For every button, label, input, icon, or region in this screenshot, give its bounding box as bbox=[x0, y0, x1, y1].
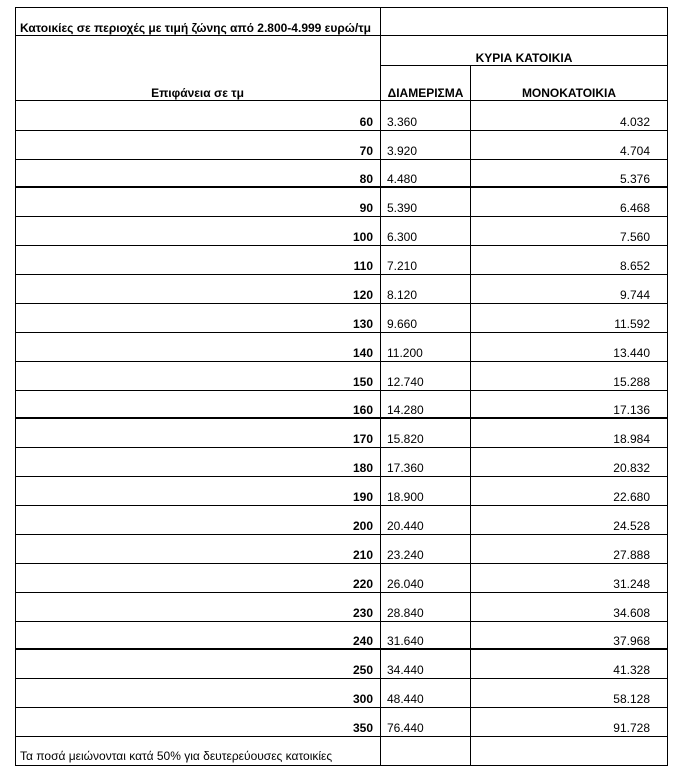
cell-apartment: 18.900 bbox=[387, 490, 424, 504]
cell-house: 8.652 bbox=[619, 259, 650, 273]
cell-house: 27.888 bbox=[613, 548, 650, 562]
cell-area: 220 bbox=[352, 577, 373, 591]
group-header: ΚΥΡΙΑ ΚΑΤΟΙΚΙΑ bbox=[475, 51, 573, 65]
cell-house: 58.128 bbox=[613, 692, 650, 706]
cell-house: 4.032 bbox=[619, 115, 650, 129]
cell-house: 11.592 bbox=[614, 317, 650, 331]
cell-area: 240 bbox=[352, 634, 373, 648]
cell-area: 90 bbox=[359, 201, 373, 215]
row-separator bbox=[15, 390, 668, 391]
table-border-bottom bbox=[15, 765, 668, 766]
cell-area: 60 bbox=[359, 115, 373, 129]
cell-area: 230 bbox=[352, 606, 373, 620]
cell-house: 91.728 bbox=[613, 721, 650, 735]
row-separator bbox=[15, 361, 668, 362]
column-divider-1 bbox=[380, 7, 381, 766]
cell-apartment: 3.920 bbox=[387, 144, 418, 158]
cell-area: 160 bbox=[352, 403, 373, 417]
row-separator bbox=[15, 216, 668, 217]
row-separator bbox=[15, 447, 668, 448]
cell-area: 210 bbox=[352, 548, 373, 562]
row-separator bbox=[15, 274, 668, 275]
cell-apartment: 12.740 bbox=[387, 375, 424, 389]
group-header-separator bbox=[380, 65, 668, 66]
cell-area: 130 bbox=[352, 317, 373, 331]
cell-apartment: 3.360 bbox=[387, 115, 418, 129]
cell-area: 190 bbox=[352, 490, 373, 504]
cell-apartment: 7.210 bbox=[387, 259, 418, 273]
cell-area: 150 bbox=[352, 375, 373, 389]
cell-apartment: 31.640 bbox=[387, 634, 424, 648]
cell-house: 9.744 bbox=[619, 288, 650, 302]
column-header-apartment: ΔΙΑΜΕΡΙΣΜΑ bbox=[387, 86, 464, 100]
footnote: Τα ποσά μειώνονται κατά 50% για δευτερεύουσες κατοικίες bbox=[20, 749, 333, 763]
cell-apartment: 11.200 bbox=[387, 346, 423, 360]
column-header-area: Επιφάνεια σε τμ bbox=[151, 86, 244, 100]
cell-area: 250 bbox=[352, 663, 373, 677]
cell-house: 6.468 bbox=[619, 201, 650, 215]
cell-area: 120 bbox=[352, 288, 373, 302]
cell-apartment: 76.440 bbox=[387, 721, 424, 735]
row-separator bbox=[15, 707, 668, 708]
cell-house: 37.968 bbox=[613, 634, 650, 648]
cell-apartment: 6.300 bbox=[387, 230, 418, 244]
row-separator bbox=[15, 505, 668, 506]
cell-area: 300 bbox=[352, 692, 373, 706]
cell-house: 18.984 bbox=[613, 432, 650, 446]
cell-house: 22.680 bbox=[613, 490, 650, 504]
cell-apartment: 28.840 bbox=[387, 606, 424, 620]
cell-house: 34.608 bbox=[613, 606, 650, 620]
row-separator bbox=[15, 245, 668, 246]
cell-area: 200 bbox=[352, 519, 373, 533]
row-separator bbox=[15, 736, 668, 737]
row-separator bbox=[15, 303, 668, 304]
cell-area: 110 bbox=[353, 259, 373, 273]
cell-area: 80 bbox=[359, 172, 373, 186]
cell-house: 31.248 bbox=[613, 577, 650, 591]
row-separator bbox=[15, 534, 668, 535]
cell-apartment: 15.820 bbox=[387, 432, 424, 446]
row-separator bbox=[15, 159, 668, 160]
cell-house: 24.528 bbox=[613, 519, 650, 533]
row-separator bbox=[15, 678, 668, 679]
row-separator bbox=[15, 563, 668, 564]
cell-area: 170 bbox=[352, 432, 373, 446]
cell-apartment: 26.040 bbox=[387, 577, 424, 591]
cell-house: 13.440 bbox=[613, 346, 650, 360]
table-title: Κατοικίες σε περιοχές με τιμή ζώνης από 2.800-4.999 ευρώ/τμ bbox=[20, 21, 371, 35]
table-border-top bbox=[15, 7, 668, 8]
cell-house: 41.328 bbox=[613, 663, 650, 677]
price-table bbox=[15, 7, 668, 766]
cell-apartment: 20.440 bbox=[387, 519, 424, 533]
cell-house: 4.704 bbox=[619, 144, 650, 158]
cell-house: 20.832 bbox=[613, 461, 650, 475]
title-separator bbox=[15, 35, 668, 36]
cell-house: 17.136 bbox=[613, 403, 650, 417]
cell-apartment: 34.440 bbox=[387, 663, 424, 677]
row-separator bbox=[15, 130, 668, 131]
row-separator bbox=[15, 476, 668, 477]
table-border-right bbox=[667, 7, 668, 766]
cell-house: 5.376 bbox=[619, 172, 650, 186]
cell-apartment: 5.390 bbox=[387, 201, 418, 215]
cell-house: 7.560 bbox=[619, 230, 650, 244]
column-header-house: ΜΟΝΟΚΑΤΟΙΚΙΑ bbox=[521, 86, 617, 100]
cell-area: 180 bbox=[352, 461, 373, 475]
row-separator bbox=[15, 186, 668, 188]
cell-apartment: 14.280 bbox=[387, 403, 424, 417]
row-separator bbox=[15, 592, 668, 593]
cell-apartment: 8.120 bbox=[387, 288, 418, 302]
cell-apartment: 9.660 bbox=[387, 317, 418, 331]
row-separator bbox=[15, 648, 668, 650]
cell-area: 350 bbox=[352, 721, 373, 735]
cell-area: 140 bbox=[352, 346, 373, 360]
row-separator bbox=[15, 332, 668, 333]
cell-apartment: 17.360 bbox=[387, 461, 424, 475]
cell-apartment: 4.480 bbox=[387, 172, 418, 186]
cell-area: 70 bbox=[359, 144, 373, 158]
row-separator bbox=[15, 417, 668, 419]
cell-apartment: 23.240 bbox=[387, 548, 424, 562]
header-separator bbox=[15, 100, 668, 101]
row-separator bbox=[15, 621, 668, 622]
cell-area: 100 bbox=[352, 230, 373, 244]
cell-house: 15.288 bbox=[613, 375, 650, 389]
cell-apartment: 48.440 bbox=[387, 692, 424, 706]
